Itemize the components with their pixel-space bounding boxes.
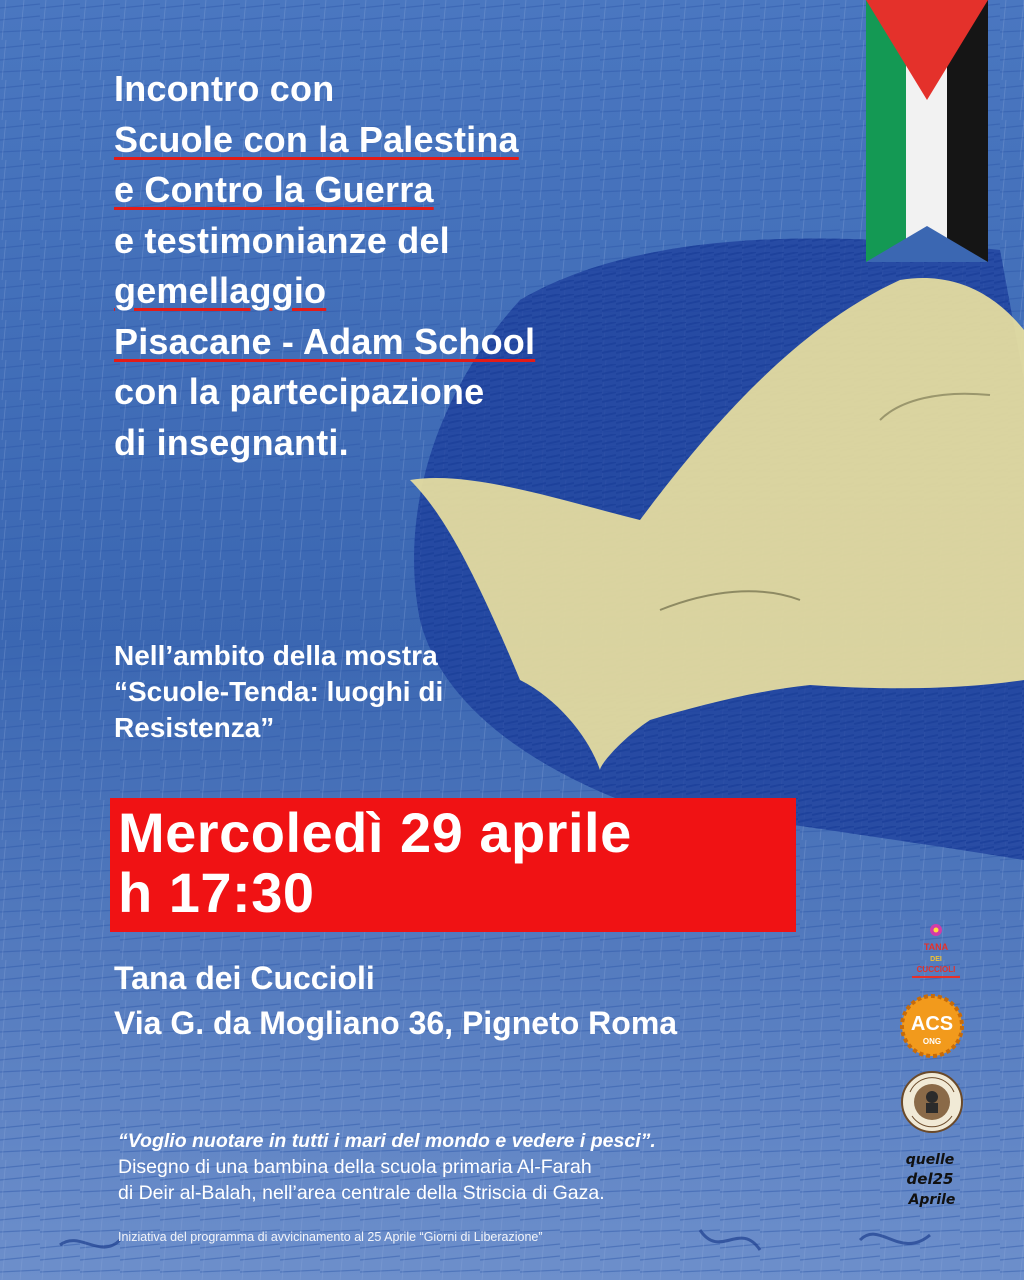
acs-ong-logo [900,994,964,1058]
child-quote: “Voglio nuotare in tutti i mari del mondo e vedere i pesci”. [118,1130,656,1152]
svg-text:Aprile: Aprile [908,1192,956,1208]
svg-text:TANA: TANA [923,942,949,952]
quelle-del-25-aprile-logo [900,1146,964,1212]
footer-note: Iniziativa del programma di avvicinamento al 25 Aprile “Giorni di Liberazione” [118,1230,543,1244]
title-line: di insegnanti. [114,421,349,463]
exhibition-line: Resistenza” [114,712,275,743]
event-title [114,64,535,468]
svg-text:CUCCIOLI: CUCCIOLI [916,965,956,974]
event-date [118,803,632,923]
svg-text:ACS: ACS [910,1013,954,1035]
title-line: e testimonianze del [114,219,450,261]
svg-text:del25: del25 [906,1170,954,1188]
venue-name: Tana dei Cuccioli [114,960,375,996]
event-location [114,956,677,1046]
title-org-name-2: e Contro la Guerra [114,169,434,210]
caption-line: Disegno di una bambina della scuola primaria Al-Farah [118,1156,592,1178]
drawing-caption [118,1128,656,1206]
palestine-flag-icon [866,0,988,262]
venue-address: Via G. da Mogliano 36, Pigneto Roma [114,1005,678,1041]
scuole-con-la-palestina-seal [900,1070,964,1134]
svg-text:ONG: ONG [922,1037,942,1046]
svg-text:quelle: quelle [905,1152,955,1168]
exhibition-context [114,638,443,746]
title-line [114,317,535,368]
title-line [114,266,535,317]
tana-dei-cuccioli-logo [906,920,966,982]
title-line [114,165,535,216]
caption-line: di Deir al-Balah, nell’area centrale della Striscia di Gaza. [118,1182,605,1204]
title-org-name: Scuole con la Palestina [114,118,519,160]
exhibition-line: Nell’ambito della mostra [114,640,438,671]
title-line: Incontro con [114,68,335,109]
event-time: h 17:30 [118,861,315,924]
title-schools: Pisacane - Adam School [114,320,536,362]
title-twinning: gemellaggio [114,270,327,311]
exhibition-line: “Scuole-Tenda: luoghi di [114,676,444,707]
event-day: Mercoledì 29 aprile [118,801,632,864]
title-line [114,115,535,166]
svg-text:DEI: DEI [930,956,942,963]
title-line: con la partecipazione [114,371,485,412]
